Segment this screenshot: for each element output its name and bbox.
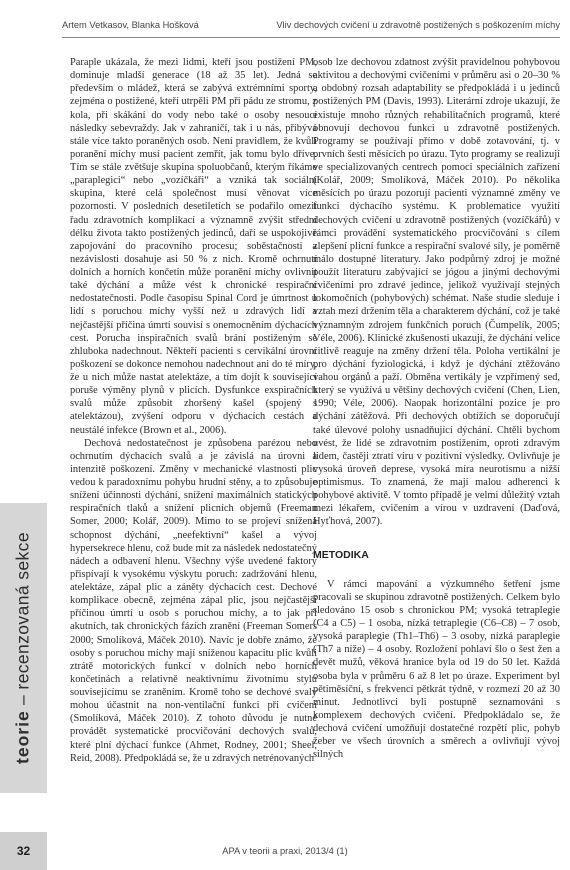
paragraph: V rámci mapování a výzkumného šetření jsme pracovali se skupinou zdravotně postižených. Celkem bylo sledováno 15 osob s chronickou PM; vysoká tetraplegie (C4 a C5) – 1 osoba, nízká tetraplegie (C6–C8) – 7 osob, vysoká paraplegie (Th1–Th6) – 3 osoby, nízká paraplegie (Th7 a níže) – 4 osoby. Rozložení pohlaví šlo o šest žen a devět mužů, věková hranice byla od 19 do 50 let. Každá osoba byla v průměru 6 až 8 let po úraze. Experiment byl pětiměsíční, s frekvencí pětkrát týdně, v rozmezí 20 až 30 minut. Jednotlivci byli postupně seznamováni s komplexem dechových cvičení. Předpokládalo se, že dechová cvičení umožňují dostatečné rozpětí plic, pohyb žeber ve všech úrovních a směrech a ovlivňují vývoj silných (313, 578, 560, 761)
section-heading-metodika: METODIKA (313, 548, 369, 561)
paragraph: Dechová nedostatečnost je způsobena parézou nebo ochrnutím dýchacích svalů a je závislá na úrovni a intenzitě poškození. Změny v mechanické vlastnosti plic vedou k paradoxnímu pohybu hrudní stěny, a to způsobuje snížení účinnosti dýchání, snížení maximálních statických respiračních tlaků a snížení plicních objemů (Freeman Somer, 2000; Kolář, 2009). Mimo to se projeví snížená schopnost dýchání, „neefektivní“ kašel a vývoj hypersekrece hlenu, což bude mít za následek nedostatečný nádech a odbavení hlenu. Všechny výše uvedené faktory přispívají k vysokému výskytu poruch: zadržování hlenu, atelektáze, zápal plic a záněty dýchacích cest. Dechové komplikace obecně, zejména zápal plic, jsou nejčastější příčinou úmrtí u osob s poruchou míchy, a to jak při akutních, tak chronických fázích zranění (Freeman Somers 2000; Smolíková, Máček 2010). Navíc je dobře známo, že osoby s poruchou míchy mají sníženou kapacitu plic kvůli ztrátě motorických funkcí v dolních nebo horních končetinách a relativně neaktivnímu životnímu stylu souvisejícímu se zraněním. Kromě toho se dechové svaly mohou účastnit na non-ventilační funkci při cvičení (Smolíková, Máček 2010). Z tohoto důvodu je nutné provádět systematické procvičování dechových svalů, které plní dýchací funkce (Ahmet, Rodney, 2001; Sheel, Reid, 2008). Předpokládá se, že u zdravých netrénovaných (70, 437, 317, 764)
paragraph: osob lze dechovou zdatnost zvýšit pravidelnou pohybovou aktivitou a dechovými cvičeními v průměru asi o 20–30 % a obdobný rozsah adaptability se předpokládá i u jedinců postižených PM (Davis, 1993). Literární zdroje ukazují, že existuje mnoho různých rehabilitačních programů, které obnovují dechovou funkci u zdravotně postižených. Programy se používají přímo v době zotavování, tj. v prvních šesti měsících po úrazu. Tyto programy se realizují ve specializovaných centrech pomoci speciálních zařízení (Kolář, 2009; Smolíková, Máček 2010). Po několika měsících po úrazu pozorují pacienti významné změny ve funkci dýchacího systému. K problematice využití dechových cvičení u zdravotně postižených (vozíčkářů) v rámci provádění systematického procvičování s cílem zlepšení plicní funkce a respirační svalové síly, je poměrně málo dostupné literatury. Jako podpůrný zdroj je možné použít literaturu zabývající se jógou a jinými dechovými cvičeními pro zdravé jedince, jelikož využívají stejných lokomočních (pohybových) schémat. Naše studie sleduje i vztah mezi držením těla a charakterem dýchání, což je také významným zdrojem funkčních poruch (Čumpelík, 2005; Véle, 2006). Klinické zkušenosti ukazují, že dýchání velice citlivě reaguje na změny držení těla. Poloha vertikální je pro dýchání fyziologická, i když je dýchání ztěžováno vahou orgánů a paží. Obměna vertikály je vzpřímený sed, který se využívá u většiny dechových cvičení (Chen, Lien, 1990; Véle, 2006). Naopak horizontální pozice je pro dýchání zátěžová. Při dechových obtížích se doporučují také úlevové polohy usnadňující dýchání. Chtěli bychom uvést, že lidé se zdravotním postižením, oproti zdravým lidem, častěji ztratí víru v pozitivní výsledky. Ovlivňuje je vysoká úroveň deprese, vysoká míra neurotismu a nižší optimismus. To znamená, že mají malou adherenci k pohybové aktivitě. V tomto případě je velmi důležitý vztah mezi lékařem, cvičením a vírou v uzdravení (Daďová, Hyťhová, 2007). (313, 57, 560, 528)
running-header (62, 20, 560, 38)
right-column (313, 56, 560, 761)
section-main-label: teorie (12, 710, 33, 764)
paragraph: Paraple ukázala, že mezi lidmi, kteří jsou postižení PM, dominuje mladší generace (18 až 35 let). Jedná se především o mládež, která se zabývá extrémními sporty, zejména o postižené, kteří utrpěli PM při pádu ze stromu, z kola, při skákání do vody nebo také o osoby nesoucí následky sebevraždy. Jak v zahraničí, tak i u nás, přibývá stále více takto poraněných osob. Není pravidlem, že kvůli poranění míchy musí pacient zemřít, jak tomu bylo dříve. Tím se stále zvětšuje skupina spoluobčanů, kterým říkáme „paraplegici“ nebo „vozíčkáři“ a vzniká tak sociální skupina, které celá společnost musí věnovat více pozornosti. V posledních desetiletích se podařilo omezit řadu zdravotních komplikací a významně zvýšit střední délku života takto postižených jedinců, daří se uspokojivě zapojování do pracovního procesu; soběstačnosti a nezávislosti dosahuje asi 50 % z nich. Kromě ochrnutí dolních a horních končetin může poranění míchy ovlivnit také dýchání a může vést k chronické respirační nedostatečnosti. Podle časopisu Spinal Cord je úmrtnost u lidí s poruchou míchy vyšší než u zdravých lidí a nejčastější příčina úmrtí souvisí s onemocněním dýchacích cest. Porucha inspiračních svalů brání postiženým se zhluboka nadechnout. Někteří pacienti s cervikální úrovní poškození se dokonce nemohou nadechnout ani do té míry, že u nich může nastat atelektáze, a tím dojít k související poruše výměny plynů v plicích. Dysfunkce exspiračních svalů může způsobit zhoršený kašel (spojený s atelektázou), zvýšení odporu v dýchacích cestách a neustálé infekce (Brown et al., 2006). (70, 57, 317, 436)
left-column (70, 56, 317, 765)
side-section-bar (0, 0, 47, 870)
section-dash: – (12, 689, 33, 711)
section-sub-label: recenzovaná sekce (12, 532, 33, 690)
section-label (13, 532, 34, 764)
page-footer: APA v teorii a praxi, 2013/4 (1) (222, 846, 348, 856)
header-authors: Artem Vetkasov, Blanka Hošková (62, 20, 199, 30)
page-number: 32 (0, 832, 47, 870)
header-running-title: Vliv dechových cvičení u zdravotně postižených s poškozením míchy (276, 20, 560, 30)
